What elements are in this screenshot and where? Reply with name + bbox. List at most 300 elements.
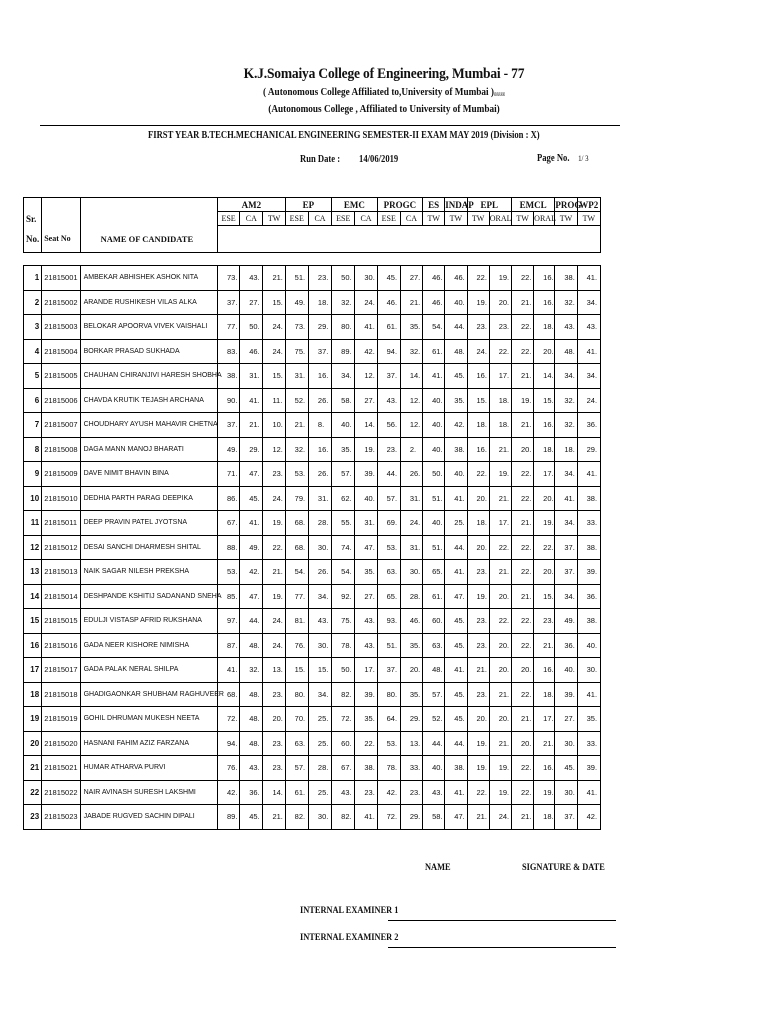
row-mark: 46. (240, 339, 263, 364)
row-seat-no: 21815021 (42, 756, 80, 781)
table-row (24, 805, 601, 830)
row-seat-no: 21815007 (42, 413, 80, 438)
affiliation-line-1-tiny: ggggg (494, 92, 505, 97)
row-seat-no: 21815011 (42, 511, 80, 536)
row-mark: 22. (511, 609, 533, 634)
row-mark: 47. (355, 535, 377, 560)
row-mark: 23. (489, 315, 511, 340)
row-mark: 69. (377, 511, 400, 536)
row-mark: 97. (217, 609, 239, 634)
row-mark: 38. (577, 609, 600, 634)
row-mark: 21. (511, 413, 533, 438)
table-row (24, 658, 601, 683)
row-mark: 49. (555, 609, 577, 634)
row-candidate-name: GOHIL DHRUMAN MUKESH NEETA (80, 707, 217, 732)
row-mark: 22. (511, 560, 533, 585)
row-mark: 32. (555, 413, 577, 438)
row-seat-no: 21815010 (42, 486, 80, 511)
row-mark: 55. (332, 511, 355, 536)
row-mark: 21. (489, 682, 511, 707)
row-mark: 46. (445, 266, 467, 291)
row-mark: 41. (445, 486, 467, 511)
row-mark: 72. (217, 707, 239, 732)
row-mark: 41. (240, 388, 263, 413)
row-mark: 16. (534, 413, 555, 438)
row-mark: 11. (263, 388, 285, 413)
row-mark: 40. (423, 388, 445, 413)
row-mark: 48. (240, 633, 263, 658)
row-mark: 40. (332, 413, 355, 438)
row-mark: 57. (377, 486, 400, 511)
row-mark: 34. (332, 364, 355, 389)
row-mark: 61. (377, 315, 400, 340)
row-mark: 26. (400, 462, 422, 487)
row-mark: 24. (263, 315, 285, 340)
row-mark: 48. (555, 339, 577, 364)
row-candidate-name: DAGA MANN MANOJ BHARATI (80, 437, 217, 462)
row-mark: 19. (489, 462, 511, 487)
row-mark: 90. (217, 388, 239, 413)
row-mark: 34. (555, 364, 577, 389)
table-row (24, 560, 601, 585)
row-mark: 54. (285, 560, 308, 585)
page-number (537, 153, 589, 164)
row-mark: 21. (511, 707, 533, 732)
seat-header-top (42, 198, 80, 212)
row-mark: 23. (263, 682, 285, 707)
row-candidate-name: BORKAR PRASAD SUKHADA (80, 339, 217, 364)
row-mark: 61. (423, 339, 445, 364)
row-mark: 29. (577, 437, 600, 462)
row-mark: 40. (355, 486, 377, 511)
row-mark: 12. (263, 437, 285, 462)
row-mark: 42. (377, 780, 400, 805)
row-mark: 51. (423, 486, 445, 511)
row-mark: 22. (511, 780, 533, 805)
row-mark: 38. (577, 535, 600, 560)
row-mark: 57. (285, 756, 308, 781)
row-candidate-name: DESAI SANCHI DHARMESH SHITAL (80, 535, 217, 560)
row-mark: 20. (489, 658, 511, 683)
row-mark: 18. (489, 388, 511, 413)
marks-header-spacer (217, 226, 600, 253)
row-mark: 47. (240, 584, 263, 609)
row-mark: 53. (377, 731, 400, 756)
row-mark: 49. (217, 437, 239, 462)
row-candidate-name: EDULJI VISTASP AFRID RUKSHANA (80, 609, 217, 634)
row-mark: 47. (445, 805, 467, 830)
row-candidate-name: AMBEKAR ABHISHEK ASHOK NITA (80, 266, 217, 291)
row-candidate-name: NAIK SAGAR NILESH PREKSHA (80, 560, 217, 585)
row-seat-no: 21815006 (42, 388, 80, 413)
row-mark: 81. (285, 609, 308, 634)
row-mark: 21. (489, 437, 511, 462)
subcol-header: TW (467, 212, 489, 226)
row-sr-no: 7 (24, 413, 42, 438)
row-mark: 83. (217, 339, 239, 364)
no-header: No. (24, 226, 42, 253)
row-mark: 35. (400, 315, 422, 340)
row-mark: 22. (467, 266, 489, 291)
row-mark: 15. (285, 658, 308, 683)
row-mark: 35. (577, 707, 600, 732)
row-sr-no: 20 (24, 731, 42, 756)
internal-examiner-2: INTERNAL EXAMINER 2 (300, 933, 399, 943)
row-mark: 41. (423, 364, 445, 389)
row-mark: 34. (308, 584, 331, 609)
row-mark: 19. (489, 266, 511, 291)
table-row (24, 584, 601, 609)
row-seat-no: 21815016 (42, 633, 80, 658)
row-mark: 20. (511, 731, 533, 756)
subcol-header: CA (308, 212, 331, 226)
row-mark: 48. (240, 707, 263, 732)
row-mark: 37. (555, 805, 577, 830)
examiner-2-signature-line (388, 947, 616, 948)
row-sr-no: 17 (24, 658, 42, 683)
row-mark: 19. (263, 584, 285, 609)
subcol-header: ESE (332, 212, 355, 226)
row-mark: 2. (400, 437, 422, 462)
sr-header: Sr. (24, 212, 42, 226)
row-mark: 15. (534, 584, 555, 609)
row-mark: 36. (240, 780, 263, 805)
row-mark: 19. (489, 756, 511, 781)
row-mark: 53. (217, 560, 239, 585)
row-mark: 73. (217, 266, 239, 291)
row-mark: 15. (263, 364, 285, 389)
row-mark: 17. (534, 707, 555, 732)
row-mark: 65. (423, 560, 445, 585)
row-seat-no: 21815017 (42, 658, 80, 683)
row-mark: 37. (308, 339, 331, 364)
footer-name-label: NAME (425, 863, 451, 873)
row-mark: 78. (377, 756, 400, 781)
row-mark: 27. (400, 266, 422, 291)
row-mark: 43. (240, 756, 263, 781)
row-mark: 43. (332, 780, 355, 805)
row-mark: 36. (555, 633, 577, 658)
row-mark: 24. (577, 388, 600, 413)
row-mark: 18. (534, 805, 555, 830)
row-mark: 28. (308, 756, 331, 781)
row-mark: 38. (445, 756, 467, 781)
row-mark: 82. (332, 805, 355, 830)
row-mark: 37. (217, 413, 239, 438)
row-candidate-name: HUMAR ATHARVA PURVI (80, 756, 217, 781)
row-mark: 37. (217, 290, 239, 315)
name-header: NAME OF CANDIDATE (80, 226, 217, 253)
row-mark: 21. (263, 266, 285, 291)
row-mark: 43. (423, 780, 445, 805)
row-mark: 19. (534, 780, 555, 805)
row-mark: 10. (263, 413, 285, 438)
subject-am2: AM2 (217, 198, 285, 212)
row-mark: 40. (577, 633, 600, 658)
row-mark: 45. (445, 682, 467, 707)
row-mark: 26. (308, 388, 331, 413)
subcol-header: ORAL (489, 212, 511, 226)
table-row (24, 633, 601, 658)
row-mark: 75. (332, 609, 355, 634)
row-mark: 21. (511, 584, 533, 609)
row-mark: 63. (285, 731, 308, 756)
row-mark: 16. (308, 437, 331, 462)
row-mark: 13. (263, 658, 285, 683)
row-mark: 37. (555, 560, 577, 585)
row-sr-no: 18 (24, 682, 42, 707)
row-mark: 21. (511, 364, 533, 389)
row-mark: 39. (355, 682, 377, 707)
row-mark: 20. (489, 707, 511, 732)
row-mark: 37. (377, 658, 400, 683)
row-mark: 45. (555, 756, 577, 781)
row-mark: 63. (377, 560, 400, 585)
row-mark: 31. (240, 364, 263, 389)
row-mark: 86. (217, 486, 239, 511)
row-mark: 43. (577, 315, 600, 340)
row-mark: 38. (577, 486, 600, 511)
row-mark: 49. (240, 535, 263, 560)
row-mark: 22. (511, 339, 533, 364)
row-candidate-name: CHOUDHARY AYUSH MAHAVIR CHETNA (80, 413, 217, 438)
table-row (24, 413, 601, 438)
row-mark: 37. (555, 535, 577, 560)
row-mark: 48. (445, 339, 467, 364)
page-number-value: 1/ 3 (578, 154, 589, 163)
row-mark: 51. (285, 266, 308, 291)
row-mark: 25. (308, 707, 331, 732)
row-mark: 22. (511, 633, 533, 658)
subject-es: ES (423, 198, 445, 212)
row-mark: 78. (332, 633, 355, 658)
row-mark: 45. (377, 266, 400, 291)
row-mark: 22. (511, 756, 533, 781)
subcol-header: ESE (285, 212, 308, 226)
row-mark: 21. (489, 731, 511, 756)
row-mark: 35. (355, 707, 377, 732)
row-mark: 35. (332, 437, 355, 462)
row-mark: 23. (467, 633, 489, 658)
table-row (24, 486, 601, 511)
table-row (24, 339, 601, 364)
row-mark: 25. (308, 780, 331, 805)
row-mark: 23. (263, 462, 285, 487)
row-mark: 67. (217, 511, 239, 536)
row-mark: 58. (332, 388, 355, 413)
internal-examiner-1: INTERNAL EXAMINER 1 (300, 906, 399, 916)
row-mark: 17. (355, 658, 377, 683)
row-mark: 39. (555, 682, 577, 707)
row-mark: 20. (400, 658, 422, 683)
row-mark: 12. (400, 413, 422, 438)
row-mark: 20. (263, 707, 285, 732)
table-row (24, 462, 601, 487)
row-sr-no: 2 (24, 290, 42, 315)
row-sr-no: 22 (24, 780, 42, 805)
row-mark: 62. (332, 486, 355, 511)
row-mark: 54. (423, 315, 445, 340)
row-mark: 22. (489, 535, 511, 560)
row-seat-no: 21815015 (42, 609, 80, 634)
row-mark: 16. (534, 658, 555, 683)
row-mark: 23. (377, 437, 400, 462)
row-mark: 22. (467, 780, 489, 805)
subject-indap: INDAP (445, 199, 474, 210)
table-row (24, 780, 601, 805)
row-mark: 46. (423, 290, 445, 315)
row-mark: 68. (285, 511, 308, 536)
affiliation-line-1 (46, 87, 722, 98)
row-mark: 34. (577, 364, 600, 389)
row-mark: 21. (467, 658, 489, 683)
seat-header-mid (42, 212, 80, 226)
row-mark: 41. (445, 560, 467, 585)
row-mark: 44. (445, 315, 467, 340)
row-mark: 80. (332, 315, 355, 340)
row-mark: 25. (445, 511, 467, 536)
row-sr-no: 6 (24, 388, 42, 413)
row-candidate-name: DAVE NIMIT BHAVIN BINA (80, 462, 217, 487)
row-mark: 70. (285, 707, 308, 732)
row-mark: 18. (534, 315, 555, 340)
row-mark: 21. (240, 413, 263, 438)
row-mark: 29. (400, 707, 422, 732)
row-mark: 18. (308, 290, 331, 315)
run-date-value: 14/06/2019 (359, 154, 399, 165)
row-mark: 21. (263, 560, 285, 585)
row-mark: 80. (377, 682, 400, 707)
row-mark: 16. (467, 364, 489, 389)
row-sr-no: 8 (24, 437, 42, 462)
row-mark: 34. (577, 290, 600, 315)
row-mark: 19. (467, 731, 489, 756)
row-mark: 21. (534, 731, 555, 756)
row-mark: 21. (400, 290, 422, 315)
row-mark: 21. (467, 805, 489, 830)
subject-epl: EPL (467, 198, 511, 212)
row-mark: 35. (400, 633, 422, 658)
row-seat-no: 21815018 (42, 682, 80, 707)
table-row (24, 756, 601, 781)
footer-signature-label: SIGNATURE & DATE (522, 863, 605, 873)
row-mark: 94. (217, 731, 239, 756)
row-mark: 41. (577, 339, 600, 364)
row-candidate-name: DEDHIA PARTH PARAG DEEPIKA (80, 486, 217, 511)
table-row (24, 266, 601, 291)
row-mark: 22. (534, 535, 555, 560)
row-mark: 20. (467, 707, 489, 732)
row-seat-no: 21815002 (42, 290, 80, 315)
row-mark: 12. (400, 388, 422, 413)
row-mark: 45. (240, 486, 263, 511)
row-mark: 41. (355, 805, 377, 830)
row-mark: 15. (534, 388, 555, 413)
row-mark: 89. (217, 805, 239, 830)
row-mark: 14. (263, 780, 285, 805)
row-mark: 77. (217, 315, 239, 340)
row-mark: 80. (285, 682, 308, 707)
row-mark: 50. (332, 266, 355, 291)
table-row (24, 437, 601, 462)
row-mark: 29. (308, 315, 331, 340)
table-row (24, 290, 601, 315)
row-mark: 32. (555, 290, 577, 315)
row-mark: 64. (377, 707, 400, 732)
row-mark: 16. (534, 266, 555, 291)
row-mark: 44. (377, 462, 400, 487)
row-mark: 44. (423, 731, 445, 756)
row-mark: 40. (423, 437, 445, 462)
row-mark: 18. (555, 437, 577, 462)
row-mark: 72. (332, 707, 355, 732)
row-mark: 42. (217, 780, 239, 805)
row-mark: 23. (308, 266, 331, 291)
row-sr-no: 19 (24, 707, 42, 732)
row-mark: 30. (555, 731, 577, 756)
row-mark: 34. (308, 682, 331, 707)
subject-prog: PROG (555, 199, 582, 210)
row-mark: 22. (511, 486, 533, 511)
row-mark: 44. (445, 731, 467, 756)
row-mark: 30. (355, 266, 377, 291)
row-seat-no: 21815022 (42, 780, 80, 805)
row-sr-no: 9 (24, 462, 42, 487)
header-divider (40, 125, 620, 126)
row-mark: 20. (534, 560, 555, 585)
row-mark: 32. (400, 339, 422, 364)
row-mark: 26. (308, 462, 331, 487)
row-mark: 18. (489, 413, 511, 438)
row-mark: 22. (511, 462, 533, 487)
row-mark: 46. (400, 609, 422, 634)
row-mark: 19. (511, 388, 533, 413)
row-mark: 61. (285, 780, 308, 805)
row-mark: 22. (511, 682, 533, 707)
row-mark: 43. (355, 609, 377, 634)
row-mark: 31. (308, 486, 331, 511)
row-mark: 20. (489, 633, 511, 658)
row-mark: 32. (240, 658, 263, 683)
row-mark: 48. (240, 731, 263, 756)
row-mark: 75. (285, 339, 308, 364)
row-mark: 35. (400, 682, 422, 707)
row-sr-no: 15 (24, 609, 42, 634)
row-mark: 68. (285, 535, 308, 560)
row-mark: 38. (555, 266, 577, 291)
row-mark: 27. (355, 388, 377, 413)
row-mark: 47. (240, 462, 263, 487)
row-mark: 43. (555, 315, 577, 340)
row-mark: 23. (467, 315, 489, 340)
subcol-header: TW (511, 212, 533, 226)
subcol-header: ESE (377, 212, 400, 226)
row-mark: 40. (445, 290, 467, 315)
row-candidate-name: GADA PALAK NERAL SHILPA (80, 658, 217, 683)
row-mark: 20. (467, 486, 489, 511)
row-seat-no: 21815003 (42, 315, 80, 340)
row-mark: 43. (355, 633, 377, 658)
row-mark: 24. (467, 339, 489, 364)
subcol-header: CA (355, 212, 377, 226)
row-mark: 32. (285, 437, 308, 462)
row-mark: 40. (423, 756, 445, 781)
row-mark: 82. (332, 682, 355, 707)
row-candidate-name: DEEP PRAVIN PATEL JYOTSNA (80, 511, 217, 536)
row-mark: 29. (240, 437, 263, 462)
row-candidate-name: CHAVDA KRUTIK TEJASH ARCHANA (80, 388, 217, 413)
table-row (24, 315, 601, 340)
